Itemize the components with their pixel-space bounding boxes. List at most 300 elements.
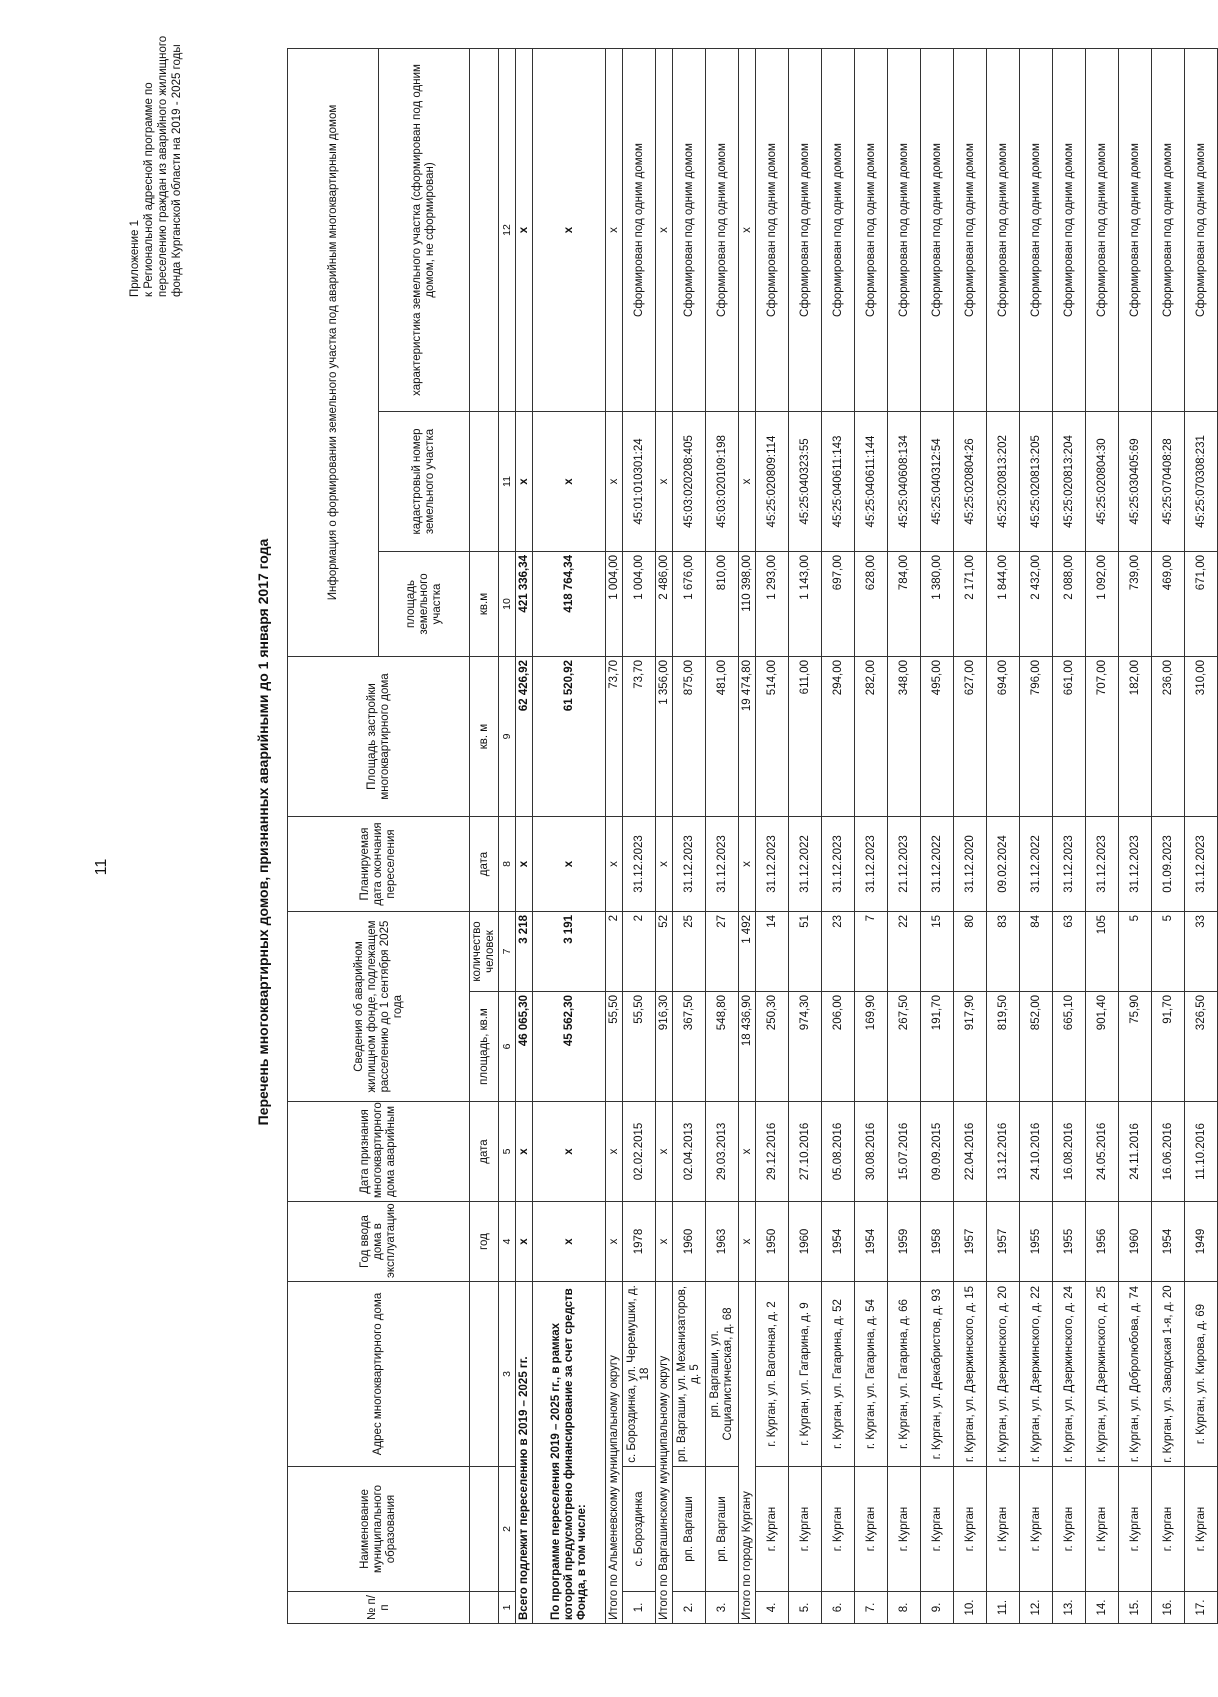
row-built-area: 694,00 — [987, 657, 1020, 817]
row-date-emergency: 30.08.2016 — [855, 1102, 888, 1202]
unit-date2: дата — [470, 817, 499, 912]
header-municipality: Наименование муниципального образования — [288, 1467, 470, 1592]
row-municipality: с. Бороздинка — [623, 1467, 656, 1592]
table-row — [1020, 48, 1053, 1623]
column-number: 10 — [499, 552, 516, 657]
table-row — [1053, 48, 1086, 1623]
total-area: 46 065,30 — [516, 992, 533, 1102]
section-label: Итого по Варгашинскому муниципальному округу — [656, 1282, 673, 1624]
row-land-area: 628,00 — [855, 552, 888, 657]
row-date-emergency: 24.05.2016 — [1086, 1102, 1119, 1202]
row-built-area: 236,00 — [1152, 657, 1185, 817]
row-municipality: г. Курган — [822, 1467, 855, 1592]
column-number: 7 — [499, 912, 516, 992]
row-address: г. Курган, ул. Гагарина, д. 66 — [888, 1282, 921, 1467]
row-land-char: Сформирован под одним домом — [623, 48, 656, 411]
row-planned-date: 31.12.2023 — [706, 817, 739, 912]
program-people: 3 191 — [533, 912, 606, 992]
row-land-char: Сформирован под одним домом — [1119, 48, 1152, 411]
row-planned-date: 31.12.2023 — [1185, 817, 1218, 912]
total-label: Всего подлежит переселению в 2019 – 2025 гг. — [516, 1282, 533, 1624]
row-cadastral: 45:25:040611:143 — [822, 412, 855, 552]
unit-year: год — [470, 1202, 499, 1282]
row-planned-date: 31.12.2023 — [1053, 817, 1086, 912]
column-number: 1 — [499, 1592, 516, 1624]
row-people: 105 — [1086, 912, 1119, 992]
row-cadastral: 45:25:040608:134 — [888, 412, 921, 552]
row-number: 4. — [756, 1592, 789, 1624]
row-land-char: Сформирован под одним домом — [673, 48, 706, 411]
row-date-emergency: 05.08.2016 — [822, 1102, 855, 1202]
row-people: 23 — [822, 912, 855, 992]
row-built-area: 481,00 — [706, 657, 739, 817]
column-number: 11 — [499, 412, 516, 552]
column-number: 12 — [499, 48, 516, 411]
row-address: г. Курган, ул. Дзержинского, д. 22 — [1020, 1282, 1053, 1467]
row-land-char: Сформирован под одним домом — [1185, 48, 1218, 411]
row-people: 15 — [921, 912, 954, 992]
row-area: 367,50 — [673, 992, 706, 1102]
row-land-char: Сформирован под одним домом — [855, 48, 888, 411]
row-year: 1960 — [789, 1202, 822, 1282]
row-planned-date: 31.12.2023 — [756, 817, 789, 912]
header-num: № п/п — [288, 1592, 470, 1624]
row-built-area: 627,00 — [954, 657, 987, 817]
section-people: 2 — [606, 912, 623, 992]
row-land-area: 739,00 — [1119, 552, 1152, 657]
row-built-area: 182,00 — [1119, 657, 1152, 817]
row-number: 3. — [706, 1592, 739, 1624]
row-year: 1957 — [987, 1202, 1020, 1282]
row-area: 917,90 — [954, 992, 987, 1102]
row-people: 7 — [855, 912, 888, 992]
emergency-housing-table — [287, 48, 1218, 1624]
unit-cell — [470, 48, 499, 411]
row-land-area: 810,00 — [706, 552, 739, 657]
row-planned-date: 31.12.2023 — [1086, 817, 1119, 912]
row-area: 819,50 — [987, 992, 1020, 1102]
row-area: 974,30 — [789, 992, 822, 1102]
row-people: 5 — [1119, 912, 1152, 992]
table-row — [623, 48, 656, 1623]
row-cadastral: 45:25:020804:30 — [1086, 412, 1119, 552]
row-planned-date: 09.02.2024 — [987, 817, 1020, 912]
row-area: 191,70 — [921, 992, 954, 1102]
row-year: 1949 — [1185, 1202, 1218, 1282]
row-year: 1960 — [673, 1202, 706, 1282]
row-cadastral: 45:25:020804:26 — [954, 412, 987, 552]
appendix-line: к Региональной адресной программе по — [143, 82, 155, 297]
total-date: х — [516, 1102, 533, 1202]
row-number: 15. — [1119, 1592, 1152, 1624]
row-date-emergency: 16.08.2016 — [1053, 1102, 1086, 1202]
row-people: 27 — [706, 912, 739, 992]
program-label: По программе переселения 2019 – 2025 гг., в рамках которой предусмотрено финансирование за счет средств Фонда, в том числе: — [533, 1282, 606, 1624]
program-planned: х — [533, 817, 606, 912]
row-land-area: 1 143,00 — [789, 552, 822, 657]
row-people: 5 — [1152, 912, 1185, 992]
row-municipality: г. Курган — [1152, 1467, 1185, 1592]
table-row — [706, 48, 739, 1623]
row-date-emergency: 02.02.2015 — [623, 1102, 656, 1202]
section-cadastral: х — [656, 412, 673, 552]
row-land-char: Сформирован под одним домом — [1053, 48, 1086, 411]
total-land: 421 336,34 — [516, 552, 533, 657]
table-row — [921, 48, 954, 1623]
row-year: 1978 — [623, 1202, 656, 1282]
row-municipality: г. Курган — [1119, 1467, 1152, 1592]
row-people: 14 — [756, 912, 789, 992]
column-number: 8 — [499, 817, 516, 912]
table-row — [789, 48, 822, 1623]
program-char: х — [533, 48, 606, 411]
row-number: 9. — [921, 1592, 954, 1624]
row-area: 250,30 — [756, 992, 789, 1102]
row-address: г. Курган, ул. Добролюбова, д. 74 — [1119, 1282, 1152, 1467]
row-date-emergency: 24.11.2016 — [1119, 1102, 1152, 1202]
row-land-char: Сформирован под одним домом — [921, 48, 954, 411]
row-cadastral: 45:25:070308:231 — [1185, 412, 1218, 552]
row-year: 1960 — [1119, 1202, 1152, 1282]
section-planned: х — [656, 817, 673, 912]
section-land: 110 398,00 — [739, 552, 756, 657]
row-land-char: Сформирован под одним домом — [987, 48, 1020, 411]
appendix-line: Приложение 1 — [129, 219, 141, 297]
row-cadastral: 45:25:020809:114 — [756, 412, 789, 552]
program-cadastral: х — [533, 412, 606, 552]
row-number: 5. — [789, 1592, 822, 1624]
row-built-area: 707,00 — [1086, 657, 1119, 817]
row-address: г. Курган, ул. Дзержинского, д. 20 — [987, 1282, 1020, 1467]
section-planned: х — [606, 817, 623, 912]
row-cadastral: 45:25:020813:202 — [987, 412, 1020, 552]
row-number: 1. — [623, 1592, 656, 1624]
header-cadastral: кадастровый номер земельного участка — [379, 412, 470, 552]
header-year-commission: Год ввода дома в эксплуатацию — [288, 1202, 470, 1282]
section-label: Итого по городу Кургану — [739, 1282, 756, 1624]
section-year: х — [739, 1202, 756, 1282]
row-planned-date: 31.12.2020 — [954, 817, 987, 912]
row-planned-date: 31.12.2022 — [921, 817, 954, 912]
table-row — [673, 48, 706, 1623]
total-people: 3 218 — [516, 912, 533, 992]
row-cadastral: 45:25:030405:69 — [1119, 412, 1152, 552]
row-cadastral: 45:03:020109:198 — [706, 412, 739, 552]
row-municipality: г. Курган — [1086, 1467, 1119, 1592]
row-municipality: г. Курган — [921, 1467, 954, 1592]
row-people: 25 — [673, 912, 706, 992]
row-land-char: Сформирован под одним домом — [1020, 48, 1053, 411]
total-cadastral: х — [516, 412, 533, 552]
row-date-emergency: 24.10.2016 — [1020, 1102, 1053, 1202]
header-planned-date: Планируемая дата окончания переселения — [288, 817, 470, 912]
table-row — [822, 48, 855, 1623]
row-number: 14. — [1086, 1592, 1119, 1624]
row-land-area: 1 293,00 — [756, 552, 789, 657]
row-cadastral: 45:25:020813:204 — [1053, 412, 1086, 552]
row-planned-date: 31.12.2023 — [673, 817, 706, 912]
header-built-area: Площадь застройки многоквартирного дома — [288, 657, 470, 817]
section-area: 916,30 — [656, 992, 673, 1102]
unit-sqm: кв.м — [470, 552, 499, 657]
section-people: 1 492 — [739, 912, 756, 992]
table-row — [954, 48, 987, 1623]
row-municipality: г. Курган — [954, 1467, 987, 1592]
header-date-emergency: Дата признания многоквартирного дома аварийным — [288, 1102, 470, 1202]
row-land-area: 1 092,00 — [1086, 552, 1119, 657]
column-number: 3 — [499, 1282, 516, 1467]
row-date-emergency: 15.07.2016 — [888, 1102, 921, 1202]
row-built-area: 294,00 — [822, 657, 855, 817]
row-land-area: 1 380,00 — [921, 552, 954, 657]
row-municipality: г. Курган — [987, 1467, 1020, 1592]
row-area: 267,50 — [888, 992, 921, 1102]
row-land-area: 2 432,00 — [1020, 552, 1053, 657]
section-built: 19 474,80 — [739, 657, 756, 817]
section-year: х — [656, 1202, 673, 1282]
row-number: 8. — [888, 1592, 921, 1624]
row-date-emergency: 29.12.2016 — [756, 1102, 789, 1202]
row-number: 7. — [855, 1592, 888, 1624]
row-built-area: 661,00 — [1053, 657, 1086, 817]
header-fund-info: Сведения об аварийном жилищном фонде, подлежащем расселению до 1 сентября 2025 года — [288, 912, 470, 1102]
row-people: 2 — [623, 912, 656, 992]
total-planned: х — [516, 817, 533, 912]
section-date: х — [606, 1102, 623, 1202]
row-people: 80 — [954, 912, 987, 992]
section-land: 1 004,00 — [606, 552, 623, 657]
row-year: 1954 — [822, 1202, 855, 1282]
section-cadastral: х — [739, 412, 756, 552]
section-built: 73,70 — [606, 657, 623, 817]
total-row — [516, 48, 533, 1623]
unit-cell — [470, 1282, 499, 1467]
row-built-area: 514,00 — [756, 657, 789, 817]
row-planned-date: 31.12.2022 — [789, 817, 822, 912]
row-number: 6. — [822, 1592, 855, 1624]
row-municipality: г. Курган — [855, 1467, 888, 1592]
table-row — [1152, 48, 1185, 1623]
row-municipality: г. Курган — [1020, 1467, 1053, 1592]
section-year: х — [606, 1202, 623, 1282]
row-municipality: г. Курган — [1053, 1467, 1086, 1592]
table-row — [888, 48, 921, 1623]
section-char: х — [606, 48, 623, 411]
row-land-area: 697,00 — [822, 552, 855, 657]
row-number: 16. — [1152, 1592, 1185, 1624]
total-char: х — [516, 48, 533, 411]
row-year: 1955 — [1020, 1202, 1053, 1282]
row-built-area: 875,00 — [673, 657, 706, 817]
appendix-line: фонда Курганской области на 2019 - 2025 годы — [171, 44, 183, 297]
section-subtotal-row — [656, 48, 673, 1623]
unit-cell — [470, 412, 499, 552]
row-date-emergency: 11.10.2016 — [1185, 1102, 1218, 1202]
row-land-area: 784,00 — [888, 552, 921, 657]
row-people: 51 — [789, 912, 822, 992]
row-area: 206,00 — [822, 992, 855, 1102]
row-people: 33 — [1185, 912, 1218, 992]
row-address: г. Курган, ул. Дзержинского, д. 24 — [1053, 1282, 1086, 1467]
row-number: 10. — [954, 1592, 987, 1624]
row-address: г. Курган, ул. Декабристов, д. 93 — [921, 1282, 954, 1467]
row-land-area: 1 676,00 — [673, 552, 706, 657]
row-people: 22 — [888, 912, 921, 992]
unit-cell — [470, 1592, 499, 1624]
row-number: 12. — [1020, 1592, 1053, 1624]
row-land-char: Сформирован под одним домом — [888, 48, 921, 411]
row-year: 1950 — [756, 1202, 789, 1282]
row-address: г. Курган, ул. Кирова, д. 69 — [1185, 1282, 1218, 1467]
appendix-line: переселению граждан из аварийного жилищного — [157, 35, 169, 297]
row-land-char: Сформирован под одним домом — [1152, 48, 1185, 411]
section-char: х — [739, 48, 756, 411]
table-row — [1119, 48, 1152, 1623]
row-land-area: 469,00 — [1152, 552, 1185, 657]
row-cadastral: 45:25:040323:55 — [789, 412, 822, 552]
row-date-emergency: 22.04.2016 — [954, 1102, 987, 1202]
row-built-area: 282,00 — [855, 657, 888, 817]
row-planned-date: 31.12.2023 — [623, 817, 656, 912]
table-row — [1086, 48, 1119, 1623]
table-row — [756, 48, 789, 1623]
row-address: г. Курган, ул. Гагарина, д. 9 — [789, 1282, 822, 1467]
row-cadastral: 45:01:010301:24 — [623, 412, 656, 552]
program-land: 418 764,34 — [533, 552, 606, 657]
row-address: г. Курган, ул. Заводская 1-я, д. 20 — [1152, 1282, 1185, 1467]
column-number: 4 — [499, 1202, 516, 1282]
row-people: 83 — [987, 912, 1020, 992]
row-address: г. Курган, ул. Гагарина, д. 52 — [822, 1282, 855, 1467]
row-built-area: 310,00 — [1185, 657, 1218, 817]
row-people: 63 — [1053, 912, 1086, 992]
program-row — [533, 48, 606, 1623]
column-number: 6 — [499, 992, 516, 1102]
row-area: 91,70 — [1152, 992, 1185, 1102]
row-address: рп. Варгаши, ул. Механизаторов, д. 5 — [673, 1282, 706, 1467]
column-number: 5 — [499, 1102, 516, 1202]
row-address: г. Курган, ул. Вагонная, д. 2 — [756, 1282, 789, 1467]
row-number: 2. — [673, 1592, 706, 1624]
row-area: 548,80 — [706, 992, 739, 1102]
row-area: 665,10 — [1053, 992, 1086, 1102]
row-land-area: 671,00 — [1185, 552, 1218, 657]
row-date-emergency: 16.06.2016 — [1152, 1102, 1185, 1202]
section-built: 1 356,00 — [656, 657, 673, 817]
row-planned-date: 31.12.2022 — [1020, 817, 1053, 912]
row-planned-date: 31.12.2023 — [1119, 817, 1152, 912]
program-year: х — [533, 1202, 606, 1282]
row-land-area: 2 088,00 — [1053, 552, 1086, 657]
unit-cell — [470, 1467, 499, 1592]
row-municipality: г. Курган — [888, 1467, 921, 1592]
total-built: 62 426,92 — [516, 657, 533, 817]
program-built: 61 520,92 — [533, 657, 606, 817]
column-number: 2 — [499, 1467, 516, 1592]
section-area: 55,50 — [606, 992, 623, 1102]
section-people: 52 — [656, 912, 673, 992]
row-municipality: г. Курган — [1185, 1467, 1218, 1592]
row-municipality: г. Курган — [756, 1467, 789, 1592]
row-area: 55,50 — [623, 992, 656, 1102]
row-cadastral: 45:25:040611:144 — [855, 412, 888, 552]
row-land-area: 2 171,00 — [954, 552, 987, 657]
header-land-area: площадь земельного участка — [379, 552, 470, 657]
row-land-char: Сформирован под одним домом — [756, 48, 789, 411]
row-municipality: г. Курган — [789, 1467, 822, 1592]
row-built-area: 796,00 — [1020, 657, 1053, 817]
row-year: 1957 — [954, 1202, 987, 1282]
row-land-char: Сформирован под одним домом — [954, 48, 987, 411]
table-row — [987, 48, 1020, 1623]
row-number: 17. — [1185, 1592, 1218, 1624]
unit-people: количество человек — [470, 912, 499, 992]
row-planned-date: 31.12.2023 — [855, 817, 888, 912]
program-area: 45 562,30 — [533, 992, 606, 1102]
row-date-emergency: 13.12.2016 — [987, 1102, 1020, 1202]
row-built-area: 611,00 — [789, 657, 822, 817]
section-date: х — [656, 1102, 673, 1202]
row-people: 84 — [1020, 912, 1053, 992]
program-date: х — [533, 1102, 606, 1202]
section-label: Итого по Альменевскому муниципальному округу — [606, 1282, 623, 1624]
row-area: 901,40 — [1086, 992, 1119, 1102]
unit-sqm: кв. м — [470, 657, 499, 817]
row-land-char: Сформирован под одним домом — [1086, 48, 1119, 411]
header-land-info: Информация о формировании земельного участка под аварийным многоквартирным домом — [288, 48, 379, 656]
section-land: 2 486,00 — [656, 552, 673, 657]
row-year: 1963 — [706, 1202, 739, 1282]
row-land-char: Сформирован под одним домом — [789, 48, 822, 411]
row-address: рп. Варгаши, ул. Социалистическая, д. 68 — [706, 1282, 739, 1467]
row-year: 1954 — [1152, 1202, 1185, 1282]
appendix-note — [128, 27, 184, 297]
row-date-emergency: 29.03.2013 — [706, 1102, 739, 1202]
section-subtotal-row — [739, 48, 756, 1623]
row-year: 1955 — [1053, 1202, 1086, 1282]
table-row — [855, 48, 888, 1623]
row-built-area: 73,70 — [623, 657, 656, 817]
row-date-emergency: 27.10.2016 — [789, 1102, 822, 1202]
header-address: Адрес многоквартирного дома — [288, 1282, 470, 1467]
row-date-emergency: 09.09.2015 — [921, 1102, 954, 1202]
row-number: 13. — [1053, 1592, 1086, 1624]
row-address: г. Курган, ул. Гагарина, д. 54 — [855, 1282, 888, 1467]
total-year: х — [516, 1202, 533, 1282]
unit-date: дата — [470, 1102, 499, 1202]
row-area: 852,00 — [1020, 992, 1053, 1102]
section-cadastral: х — [606, 412, 623, 552]
row-area: 75,90 — [1119, 992, 1152, 1102]
header-land-char: характеристика земельного участка (сформирован под одним домом, не сформирован) — [379, 48, 470, 411]
section-date: х — [739, 1102, 756, 1202]
row-address: г. Курган, ул. Дзержинского, д. 25 — [1086, 1282, 1119, 1467]
row-year: 1958 — [921, 1202, 954, 1282]
row-date-emergency: 02.04.2013 — [673, 1102, 706, 1202]
row-land-area: 1 844,00 — [987, 552, 1020, 657]
row-planned-date: 21.12.2023 — [888, 817, 921, 912]
row-built-area: 348,00 — [888, 657, 921, 817]
row-cadastral: 45:25:020813:205 — [1020, 412, 1053, 552]
row-cadastral: 45:03:020208:405 — [673, 412, 706, 552]
unit-area: площадь, кв.м — [470, 992, 499, 1102]
row-built-area: 495,00 — [921, 657, 954, 817]
row-planned-date: 31.12.2023 — [822, 817, 855, 912]
row-area: 169,90 — [855, 992, 888, 1102]
row-area: 326,50 — [1185, 992, 1218, 1102]
row-cadastral: 45:25:040312:54 — [921, 412, 954, 552]
row-land-char: Сформирован под одним домом — [822, 48, 855, 411]
